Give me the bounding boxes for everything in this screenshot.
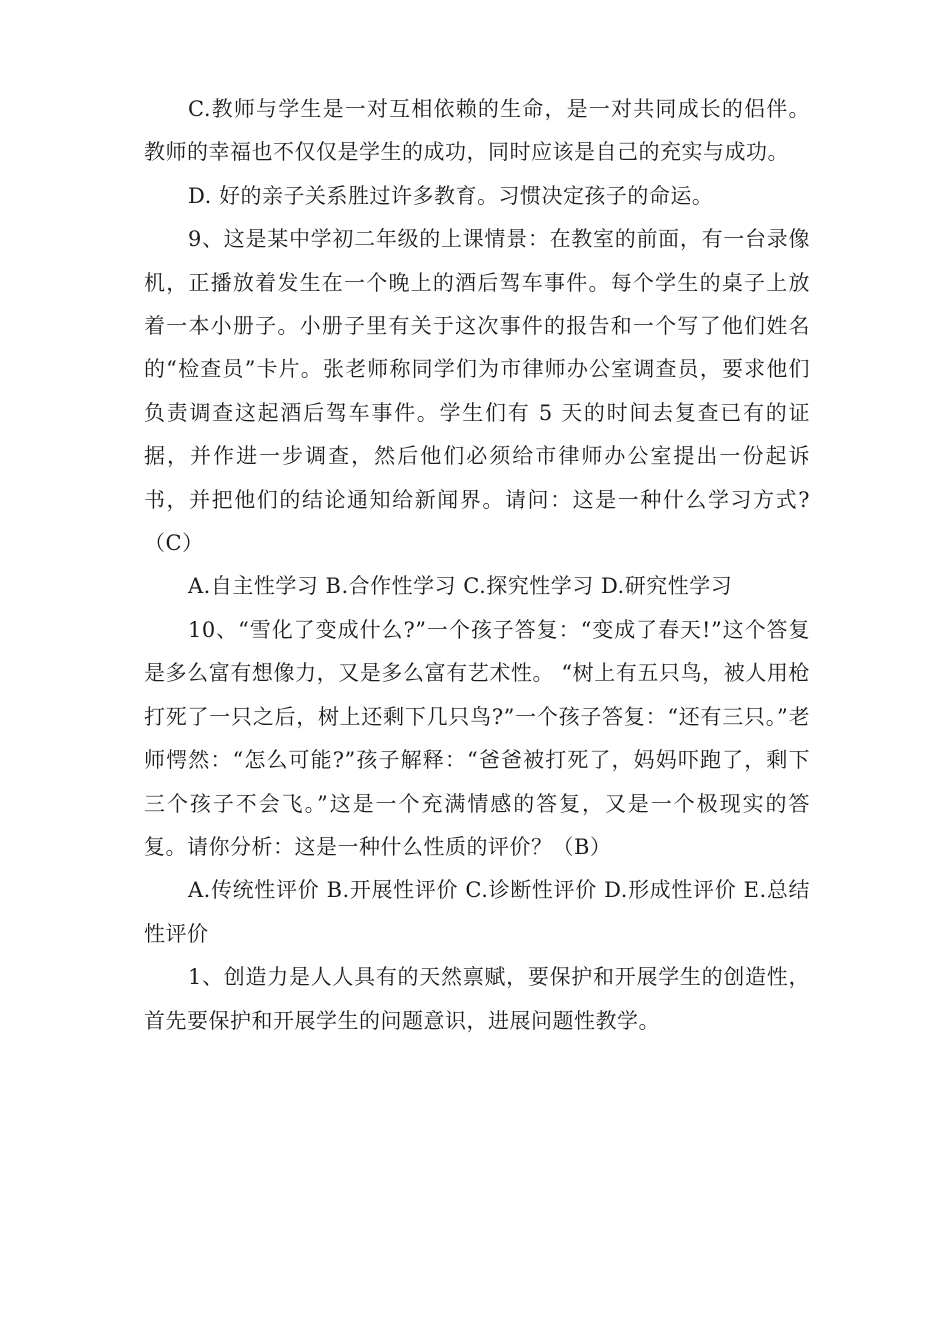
paragraph-question-9-options: A.自主性学习 B.合作性学习 C.探究性学习 D.研究性学习 [188, 574, 733, 599]
paragraph-question-9: 9、这是某中学初二年级的上课情景：在教室的前面，有一台录像机，正播放着发生在一个晚上的酒后驾车事件。每个学生的桌子上放着一本小册子。小册子里有关于这次事件的报告和一个写了他们姓名的“检查员”卡片。张老师称同学们为市律师办公室调查员，要求他们负责调查这起酒后驾车事件。学生们有 5 天的时间去复查已有的证据，并作进一步调查，然后他们必须给市律师办公室提出一份起诉书，并把他们的结论通知给新闻界。请问：这是一种什么学习方式?（C） [144, 227, 810, 556]
paragraph-statement-1: 1、创造力是人人具有的天然禀赋，要保护和开展学生的创造性，首先要保护和开展学生的问题意识，进展问题性教学。 [144, 965, 810, 1033]
document-body [144, 88, 810, 1043]
paragraph-option-c: C.教师与学生是一对互相依赖的生命，是一对共同成长的侣伴。教师的幸福也不仅仅是学生的成功，同时应该是自己的充实与成功。 [144, 97, 810, 165]
paragraph-option-d: D. 好的亲子关系胜过许多教育。习惯决定孩子的命运。 [188, 183, 714, 208]
paragraph-question-10-options: A.传统性评价 B.开展性评价 C.诊断性评价 D.形成性评价 E.总结性评价 [144, 878, 810, 946]
paragraph-question-10: 10、“雪化了变成什么?”一个孩子答复：“变成了春天!”这个答复是多么富有想像力，又是多么富有艺术性。 “树上有五只鸟，被人用枪打死了一只之后，树上还剩下几只鸟?”一个孩子答复：“还有三只。”老师愕然：“怎么可能?”孩子解释：“爸爸被打死了，妈妈吓跑了，剩下三个孩子不会飞。”这是一个充满情感的答复，又是一个极现实的答复。请你分析：这是一种什么性质的评价？（B） [144, 617, 810, 859]
